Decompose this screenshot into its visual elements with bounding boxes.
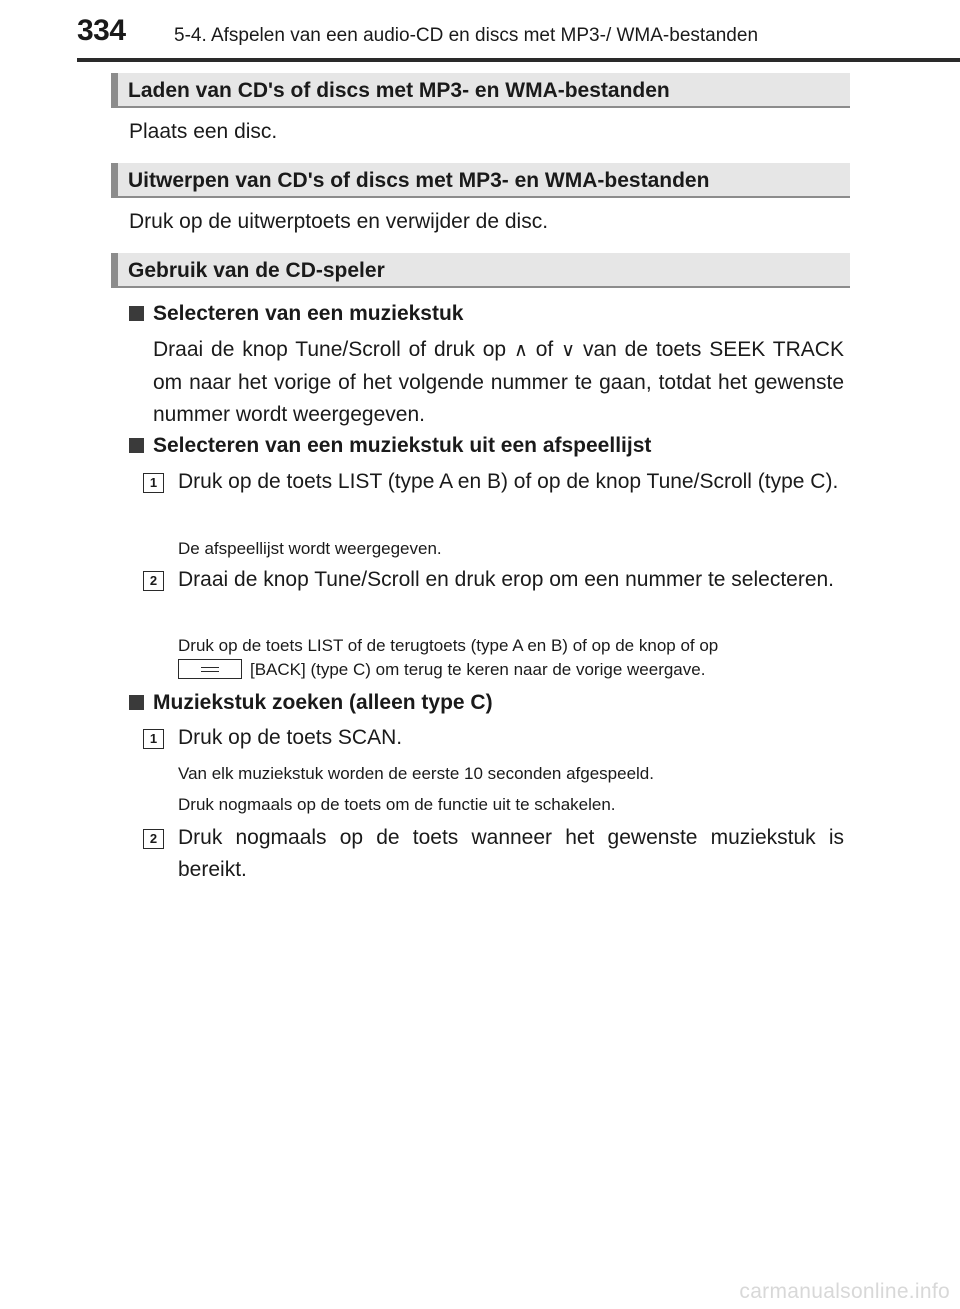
step-number: 1 [143,473,164,493]
step-note: De afspeellijst wordt weergegeven. [178,539,442,558]
subheading-text: Selecteren van een muziekstuk [153,302,464,325]
step-note: Van elk muziekstuk worden de eerste 10 seconden afgespeeld. [178,764,654,783]
section-heading-load [111,73,850,108]
section-body: Plaats een disc. [129,120,278,143]
section-marker [111,163,118,198]
step-text: Druk nogmaals op de toets wanneer het gewenste muziekstuk is bereikt. [178,826,844,881]
square-bullet-icon [129,306,144,321]
step-note: Druk nogmaals op de toets om de functie uit te schakelen. [178,795,616,814]
note-text: [BACK] (type C) om terug te keren naar de vorige weergave. [250,660,706,679]
subheading-text: Muziekstuk zoeken (alleen type C) [153,691,493,714]
section-title: Uitwerpen van CD's of discs met MP3- en WMA-bestanden [128,169,710,192]
section-heading-eject [111,163,850,198]
select-track-paragraph [153,334,844,431]
paragraph-text: van de toets SEEK TRACK om naar het vorige of het volgende nummer te gaan, totdat het gewenste nummer wordt weergegeven. [153,338,844,426]
step-text: Draai de knop Tune/Scroll en druk erop om een nummer te selecteren. [178,568,835,591]
paragraph-text: Draai de knop Tune/Scroll of druk op [153,338,507,361]
paragraph-text: of [535,338,554,361]
step-number: 1 [143,729,164,749]
step-number: 2 [143,829,164,849]
section-marker [111,73,118,108]
note-text: Druk op de toets LIST of de terugtoets (type A en B) of op de knop of op [178,636,719,655]
square-bullet-icon [129,695,144,710]
section-title: Laden van CD's of discs met MP3- en WMA-bestanden [128,79,670,102]
subheading-text: Selecteren van een muziekstuk uit een afspeellijst [153,434,652,457]
watermark: carmanualsonline.info [739,1280,950,1303]
section-title: Gebruik van de CD-speler [128,259,385,282]
section-marker [111,253,118,288]
step-text: Druk op de toets LIST (type A en B) of op de knop Tune/Scroll (type C). [178,470,839,493]
section-body: Druk op de uitwerptoets en verwijder de disc. [129,210,549,233]
step-number: 2 [143,571,164,591]
subheading-select-track [129,302,463,326]
header-divider [77,58,960,62]
square-bullet-icon [129,438,144,453]
section-heading-cd-player [111,253,850,288]
step-text: Druk op de toets SCAN. [178,726,403,749]
back-button-icon [178,659,242,679]
subheading-scan [129,691,493,715]
subheading-playlist [129,434,651,458]
chapter-title: 5-4. Afspelen van een audio-CD en discs met MP3-/ WMA-bestanden [174,25,759,46]
page-number: 334 [77,14,126,47]
down-arrow-icon: ∨ [561,340,576,361]
step-note [178,634,844,682]
up-arrow-icon: ∧ [513,340,528,361]
